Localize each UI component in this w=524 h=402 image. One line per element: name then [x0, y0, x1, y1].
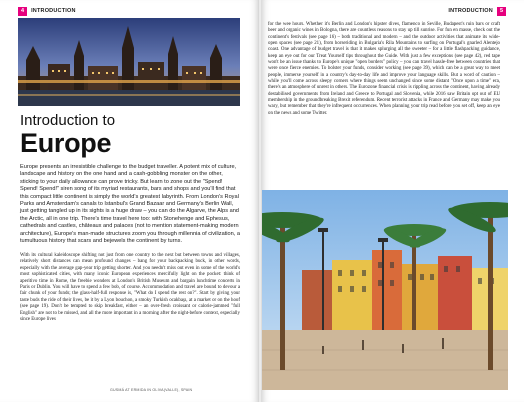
- left-page-number: 4: [18, 7, 27, 16]
- left-page: [0, 0, 258, 402]
- chapter-title: Europe: [20, 128, 112, 158]
- right-page-number: 5: [497, 7, 506, 16]
- right-body-text: for the wee hours. Whether it's Berlin and London's hipster dives, flamenco in Seville, Budapest's ruin bars or craft beer and organic wines in Bologna, there are countless reasons to stay up till sunrise. For fun en masse, check out the continent's festivals (see page 16) – both traditional and modern – and the outdoor activities that animate its wide-open spaces (see page 21), from horseriding in Bulgaria's Rila Mountains to surfing on Portugal's gnarled Alentejo coast. One advantage of budget travel is that it makes splurging all the sweeter – for a little flashpacking guidance, keep an eye out for our Treat Yourself tips throughout the Guide. With just a few exceptions (see page 42), red tape won't be an issue thanks to Europe's unique "open borders" policy – you can travel hassle-free between countries that were once fierce enemies. To bolster your funds, consider working (see page 39), which can be a great way to meet people, immerse yourself in a country's day-to-day life and improve your language skills. But a word of caution – while you'll come across sleepy corners where things seem unchanged since some distant "Once upon a time" era, there's an atmosphere of unrest in others. The Eurozone financial crisis is rippling across the continent, having already destabilised governments from Ireland and Greece to Portugal and Slovenia, while 2016 saw Britain opt out of EU membership in the groundbreaking Brexit referendum. Recent terrorist attacks in France and Germany may make you wary, but remember that they're infrequent occurrences. When planning your trip read before you set off, keep an eye on the news and some Twitter.: [268, 22, 500, 116]
- left-running-title: INTRODUCTION: [31, 8, 76, 14]
- city-skyline-image: [18, 18, 240, 106]
- right-running-title: INTRODUCTION: [448, 8, 493, 14]
- chapter-title-prefix: Introduction to: [20, 112, 116, 129]
- plaza-palms-image: [262, 190, 508, 390]
- prague-castle-photo: [18, 18, 240, 106]
- intro-paragraph: Europe presents an irresistible challenge to the budget traveller. A potent mix of culture, landscape and history on the one hand and a cash-gobbling monster on the other, sticking to your daily allowance can prove tricky. But learn to zone out the "Spend! Spend! Spend!" siren song of its myriad restaurants, bars and shops and you'll find that this compact little continent is simply the world's greatest labyrinth. From London's Royal Parks and Amsterdam's canals to Istanbul's Grand Bazaar and Germany's Berlin Wall, just getting tangled up in its sights is a huge draw – you can do the Algarve, the Alps and the Arctic, all in one trip. There's time travel here too: with Stonehenge and Ephesus, cathedrals and castles, châteaux and palaces (not to mention statement-making modern architecture), Europe's man-made structures zoom you through millennia of civilization, a tumultuous history that scars and bejewels the continent by turns.: [20, 164, 240, 245]
- left-body-text: With its cultural kaleidoscope shifting not just from one country to the next but between towns and villages, relatively short distances can mean profound changes – bang for your backpacking buck, in other words, especially with the average gap-year trip getting shorter. And you needn't miss out even in some of the world's most sophisticated cities, with many iconic European experiences mercifully light on the pocket: think of aperitivo time in Rome, the freebie wonders at London's British Museum and bargain lunchtime concerts in Paris or Dublin. You will have to spend a few bob, of course. Accommodation and travel are bound to devour a fair chunk of your funds; the glass-half-full response is, "What do I spend the rest on?". Start by giving your taste buds the ride of their lives, be it by a Lyon bouchon, a smoky Turkish ocakbaşı, at a market or on the hoof (see page 19). Don't be tempted to skip breakfast, either – an over-fresh croissant or calorie-jammed "full English" are not to be missed, and all the more important in a morning after the night-before context, especially since Europe lives: [20, 253, 240, 323]
- seville-plaza-photo: [262, 190, 508, 390]
- photo-caption: GUSMÁ AT ERMIDA IN OLIVA(VALLE), SPAIN: [110, 388, 193, 392]
- right-running-head: [444, 6, 506, 16]
- left-running-head: [18, 6, 80, 16]
